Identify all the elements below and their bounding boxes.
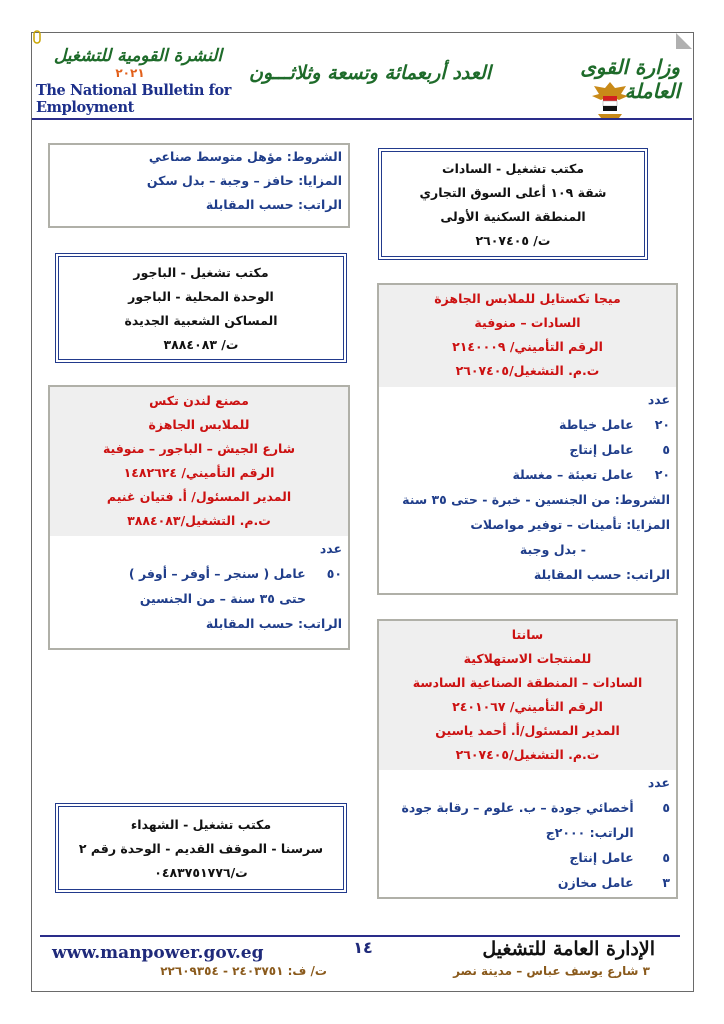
bulletin-title-english: The National Bulletin for Employment (36, 82, 232, 116)
page-fold-corner (676, 33, 692, 49)
salary-row (50, 611, 348, 636)
office-name: مكتب تشغيل - الباجور (133, 265, 269, 280)
conditions-row (379, 487, 676, 512)
job-count: ٥٠ (326, 566, 342, 581)
office-phone: ت/٠٤٨٣٧٥١٧٧٦ (154, 865, 248, 880)
eagle-emblem-icon (588, 78, 632, 120)
office-area: المنطقة السكنية الأولى (440, 209, 586, 224)
company-location: السادات – منوفية (474, 315, 581, 330)
job-title: عامل خياطة (559, 417, 634, 432)
salary-label: الراتب: (298, 616, 342, 631)
bulletin-title-arabic: النشرة القومية للتشغيل (53, 46, 223, 66)
santana-box (377, 619, 678, 899)
company-header (379, 621, 676, 770)
website-link[interactable]: www.manpower.gov.eg (52, 943, 264, 963)
salary-value: حسب المقابلة (205, 616, 294, 631)
ministry-title: وزارة القوى العاملة (580, 55, 680, 103)
benefits-value-continued: - بدل وجبة (519, 542, 586, 557)
job-row (379, 795, 676, 820)
salary-label: الراتب: (298, 197, 342, 212)
office-area: المساكن الشعبية الجديدة (124, 313, 278, 328)
job-note-text: حتى ٣٥ سنة – من الجنسين (139, 591, 306, 606)
count-header: عدد (647, 392, 670, 407)
company-header (50, 387, 348, 536)
job-title: عامل إنتاج (569, 442, 634, 457)
job-salary-row (379, 820, 676, 845)
salary-value: حسب المقابلة (205, 197, 294, 212)
conditions-value: من الجنسين - خبرة - حتى ٣٥ سنة (402, 492, 611, 507)
benefits-row (56, 169, 342, 193)
job-title: عامل ( سنجر – أوفر – أوفر ) (128, 566, 306, 581)
conditions-label: الشروط: (286, 149, 342, 164)
office-phone: ت/ ٢٦٠٧٤٠٥ (475, 233, 551, 248)
job-row (379, 437, 676, 462)
office-address: شقة ١٠٩ أعلى السوق التجاري (419, 185, 607, 200)
count-header: عدد (319, 541, 342, 556)
benefits-label: المزايا: (626, 517, 670, 532)
job-row (379, 870, 676, 895)
benefits-row-continued (379, 537, 676, 562)
job-title: عامل مخازن (557, 875, 634, 890)
benefits-value: حافز – وجبة – بدل سكن (146, 173, 294, 188)
company-header (379, 285, 676, 387)
footer-phones: ت/ ف: ٢٤٠٣٧٥١ - ٢٢٦٠٩٣٥٤ (160, 964, 327, 978)
issue-title: العدد أربعمائة وتسعة وثلاثـــون (249, 62, 491, 84)
footer-address: ٣ شارع يوسف عباس – مدينة نصر (453, 964, 650, 978)
header-divider (32, 118, 692, 120)
employment-phone: ت.م. التشغيل/٢٦٠٧٤٠٥ (455, 363, 600, 378)
company-name: مصنع لندن تكس (149, 393, 249, 408)
footer-divider (40, 935, 680, 937)
london-tex-box (48, 385, 350, 650)
conditions-value: مؤهل متوسط صناعي (148, 149, 283, 164)
salary-row (56, 193, 342, 217)
footer-admin-name: الإدارة العامة للتشغيل (482, 938, 655, 960)
job-count: ٥ (662, 850, 670, 865)
manager-name: المدير المسئول/ أ. فتيان غنيم (106, 489, 292, 504)
sadat-office-box (378, 148, 648, 260)
job-title: عامل تعبئة – مغسلة (512, 467, 634, 482)
job-row (379, 845, 676, 870)
salary-label: الراتب: (626, 567, 670, 582)
conditions-box (48, 143, 350, 228)
job-count: ٣ (662, 875, 670, 890)
page-number: ١٤ (353, 938, 373, 957)
company-tagline: للملابس الجاهزة (148, 417, 250, 432)
job-title: عامل إنتاج (569, 850, 634, 865)
insurance-number: الرقم التأميني/ ٢٤٠١٠٦٧ (452, 699, 603, 714)
count-header: عدد (647, 775, 670, 790)
benefits-row (379, 512, 676, 537)
job-salary: الراتب: ٢٠٠٠ج (545, 825, 634, 840)
benefits-value: تأمينات – توفير مواصلات (470, 517, 622, 532)
company-address: السادات – المنطقة الصناعية السادسة (412, 675, 643, 690)
job-row (379, 462, 676, 487)
conditions-label: الشروط: (614, 492, 670, 507)
employment-phone: ت.م. التشغيل/٢٦٠٧٤٠٥ (455, 747, 600, 762)
insurance-number: الرقم التأميني/ ٢١٤٠٠٠٩ (452, 339, 603, 354)
insurance-number: الرقم التأميني/ ١٤٨٢٦٢٤ (123, 465, 275, 480)
office-name: مكتب تشغيل - السادات (442, 161, 584, 176)
benefits-label: المزايا: (298, 173, 342, 188)
office-address: الوحدة المحلية - الباجور (128, 289, 274, 304)
manager-name: المدير المسئول/أ. أحمد ياسين (435, 723, 620, 738)
job-row (50, 561, 348, 586)
job-count: ٥ (662, 442, 670, 457)
shohada-office-box (55, 803, 347, 893)
job-count: ٢٠ (654, 467, 670, 482)
company-address: شارع الجيش – الباجور – منوفية (102, 441, 296, 456)
job-count: ٥ (662, 800, 670, 815)
conditions-row (56, 145, 342, 169)
mega-textile-box (377, 283, 678, 595)
salary-row (379, 562, 676, 587)
bulletin-year: ٢٠٢١ (115, 66, 145, 80)
employment-phone: ت.م. التشغيل/٣٨٨٤٠٨٣ (127, 513, 271, 528)
job-note (50, 586, 348, 611)
bajour-office-box (55, 253, 347, 363)
company-name: سانتا (511, 627, 544, 642)
job-title: أخصائي جودة – ب. علوم – رقابة جودة (401, 800, 634, 815)
office-name: مكتب تشغيل - الشهداء (130, 817, 272, 832)
company-name: ميجا تكستايل للملابس الجاهزة (434, 291, 621, 306)
job-row (379, 412, 676, 437)
company-tagline: للمنتجات الاستهلاكية (463, 651, 592, 666)
office-address: سرسنا - الموقف القديم - الوحدة رقم ٢ (78, 841, 324, 856)
paperclip-icon (33, 30, 41, 44)
salary-value: حسب المقابلة (533, 567, 622, 582)
job-count: ٢٠ (654, 417, 670, 432)
office-phone: ت/ ٣٨٨٤٠٨٣ (163, 337, 239, 352)
